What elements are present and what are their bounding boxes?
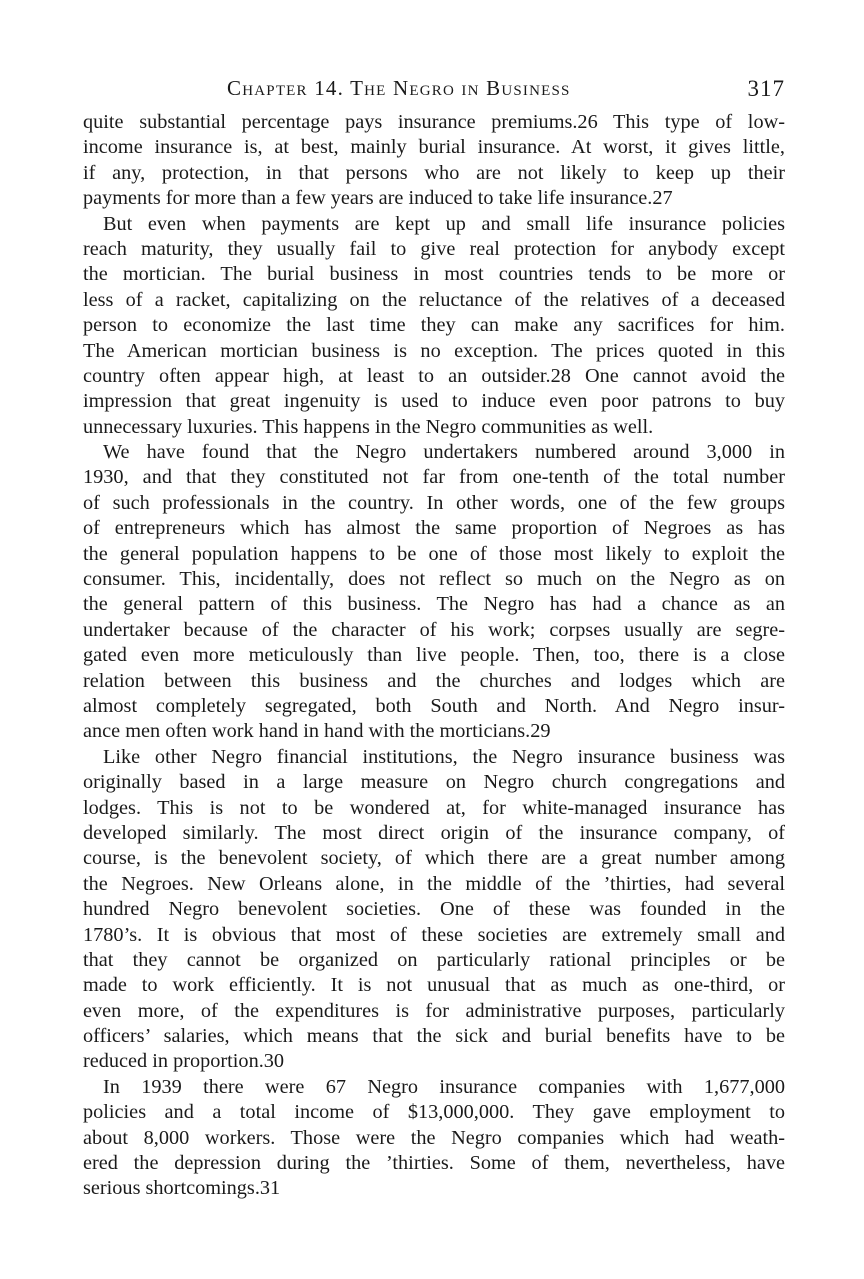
- text-line: almost completely segregated, both South and North. And Negro insur-: [83, 694, 785, 717]
- text-line: the mortician. The burial business in most countries tends to be more or: [83, 263, 785, 286]
- text-line: lodges. This is not to be wondered at, for white-managed insurance has: [83, 796, 785, 819]
- running-head: [83, 76, 785, 110]
- text-line: developed similarly. The most direct origin of the insurance company, of: [83, 821, 785, 844]
- text-line: Like other Negro financial institutions, the Negro insurance business was: [103, 745, 785, 768]
- paragraph-4: [83, 745, 785, 1075]
- text-line: But even when payments are kept up and small life insurance policies: [103, 212, 785, 235]
- paragraph-5: [83, 1075, 785, 1202]
- text-line: if any, protection, in that persons who are not likely to keep up their: [83, 161, 785, 184]
- text-line: about 8,000 workers. Those were the Negro companies which had weath-: [83, 1126, 785, 1149]
- text-line: 1780’s. It is obvious that most of these societies are extremely small and: [83, 923, 785, 946]
- text-line: gated even more meticulously than live people. Then, too, there is a close: [83, 644, 785, 667]
- text-line: even more, of the expenditures is for administrative purposes, particularly: [83, 999, 785, 1022]
- text-line: impression that great ingenuity is used to induce even poor patrons to buy: [83, 390, 785, 413]
- text-line: 1930, and that they constituted not far from one-tenth of the total number: [83, 466, 785, 489]
- text-line: officers’ salaries, which means that the sick and burial benefits have to be: [83, 1025, 785, 1048]
- text-line: unnecessary luxuries. This happens in the Negro communities as well.: [83, 415, 654, 438]
- text-line: relation between this business and the churches and lodges which are: [83, 669, 785, 692]
- book-page: [83, 76, 785, 1202]
- text-line: that they cannot be organized on particularly rational principles or be: [83, 948, 785, 971]
- text-line: policies and a total income of $13,000,000. They gave employment to: [83, 1101, 785, 1124]
- text-line: of such professionals in the country. In other words, one of the few groups: [83, 491, 785, 514]
- text-line: reach maturity, they usually fail to give real protection for anybody except: [83, 237, 785, 260]
- page-number: 317: [747, 76, 785, 101]
- text-line: hundred Negro benevolent societies. One of these was founded in the: [83, 898, 785, 921]
- text-line: less of a racket, capitalizing on the reluctance of the relatives of a deceased: [83, 288, 785, 311]
- text-line: the general population happens to be one of those most likely to exploit the: [83, 542, 785, 565]
- text-line: originally based in a large measure on Negro church congregations and: [83, 771, 785, 794]
- text-line: consumer. This, incidentally, does not reflect so much on the Negro as on: [83, 568, 785, 591]
- text-line: serious shortcomings.31: [83, 1177, 281, 1200]
- chapter-title: Chapter 14. The Negro in Business: [227, 76, 571, 100]
- text-line: person to economize the last time they can make any sacrifices for him.: [83, 314, 785, 337]
- text-line: made to work efficiently. It is not unusual that as much as one-third, or: [83, 974, 785, 997]
- text-line: the Negroes. New Orleans alone, in the middle of the ’thirties, had several: [83, 872, 785, 895]
- text-line: ered the depression during the ’thirties. Some of them, nevertheless, have: [83, 1152, 785, 1175]
- text-line: ance men often work hand in hand with the morticians.29: [83, 720, 551, 743]
- text-line: reduced in proportion.30: [83, 1050, 285, 1073]
- text-line: income insurance is, at best, mainly burial insurance. At worst, it gives little,: [83, 136, 785, 159]
- text-line: quite substantial percentage pays insurance premiums.26 This type of low-: [83, 111, 785, 133]
- text-line: the general pattern of this business. The Negro has had a chance as an: [83, 593, 785, 616]
- text-line: We have found that the Negro undertakers numbered around 3,000 in: [103, 441, 785, 464]
- text-line: The American mortician business is no exception. The prices quoted in this: [83, 339, 785, 362]
- text-line: country often appear high, at least to an outsider.28 One cannot avoid the: [83, 364, 785, 387]
- paragraph-1: [83, 110, 785, 212]
- paragraph-2: [83, 212, 785, 441]
- text-line: In 1939 there were 67 Negro insurance companies with 1,677,000: [103, 1075, 785, 1098]
- paragraph-3: [83, 440, 785, 745]
- text-line: undertaker because of the character of his work; corpses usually are segre-: [83, 618, 785, 641]
- text-line: of entrepreneurs which has almost the same proportion of Negroes as has: [83, 517, 785, 540]
- text-line: payments for more than a few years are induced to take life insurance.27: [83, 187, 673, 210]
- text-line: course, is the benevolent society, of which there are a great number among: [83, 847, 785, 870]
